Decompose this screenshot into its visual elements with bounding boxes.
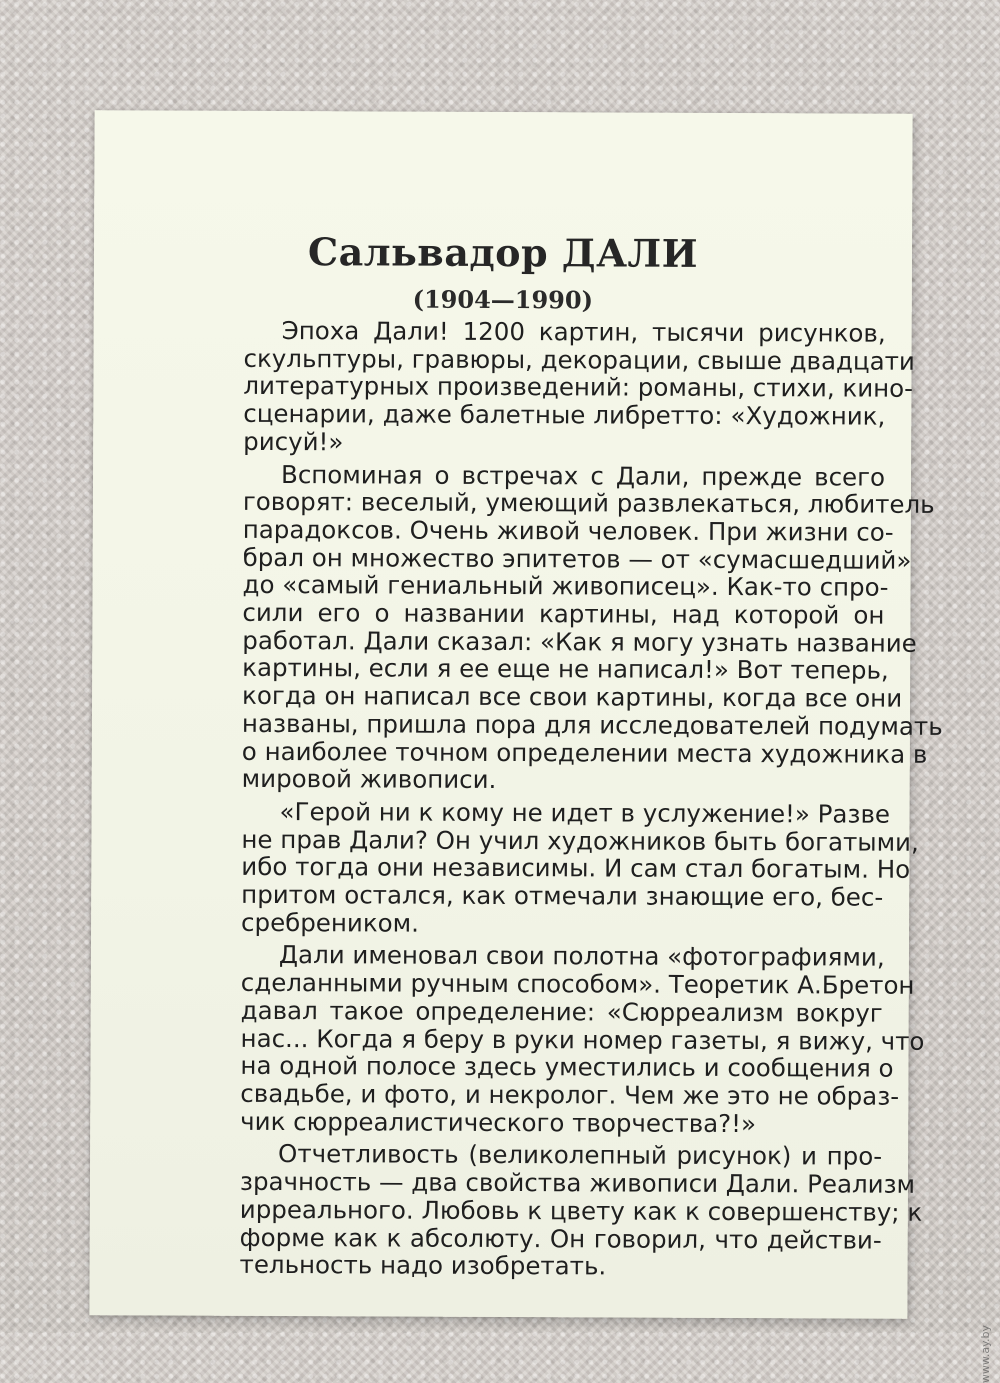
- paragraph: [240, 940, 925, 1138]
- text-line: Отчетливость (великолепный рисунок) и про-: [278, 1139, 883, 1172]
- text-line: названы, пришла пора для исследователей подумать: [241, 708, 943, 741]
- paragraph: [243, 316, 915, 458]
- text-line: давал такое определение: «Сюрреализм вокруг: [240, 995, 883, 1028]
- text-line: «Герой ни к кому не идет в услужение!» Разве: [279, 796, 891, 829]
- text-line: зрачность — два свойства живописи Дали. Реализм: [239, 1166, 916, 1199]
- paragraph: [241, 796, 919, 939]
- text-line: сделанными ручным способом». Теоретик А.Бретон: [240, 968, 915, 1000]
- text-line: до «самый гениальный живописец». Как-то спро-: [242, 570, 889, 603]
- text-line: чик сюрреалистического творчества?!»: [240, 1106, 757, 1138]
- text-line: притом остался, как отмечали знающие его, бес-: [241, 879, 884, 912]
- life-years: (1904—1990): [412, 284, 594, 315]
- text-line: сценарии, даже балетные либретто: «Художник,: [243, 398, 886, 431]
- text-line: на одной полосе здесь уместились и сообщения о: [240, 1051, 894, 1083]
- text-line: о наиболее точном определении места художника в: [241, 736, 928, 769]
- text-line: говорят: веселый, умеющий развлекаться, любитель: [242, 487, 935, 520]
- text-line: сили его о названии картины, над которой он: [242, 597, 885, 630]
- text-line: форме как к абсолюту. Он говорил, что действи-: [239, 1222, 882, 1255]
- text-line: Дали именовал свои полотна «фотографиями,: [278, 940, 885, 973]
- text-line: сребреником.: [241, 907, 419, 938]
- text-line: брал он множество эпитетов — от «сумасшедший»: [242, 542, 912, 575]
- text-line: ирреального. Любовь к цвету как к совершенству; к: [239, 1194, 923, 1227]
- booklet-page: [89, 110, 943, 1319]
- text-line: картины, если я ее еще не написал!» Вот теперь,: [242, 653, 889, 686]
- text-line: не прав Дали? Он учил художников быть богатыми,: [241, 824, 919, 857]
- biography-text: [239, 316, 943, 1287]
- text-line: литературных произведений: романы, стихи, кино-: [243, 371, 914, 404]
- text-line: Вспоминая о встречах с Дали, прежде всего: [280, 459, 886, 492]
- text-line: тельность надо изобретать.: [239, 1250, 607, 1281]
- paragraph: [241, 459, 943, 795]
- site-watermark: www.ay.by: [979, 1325, 992, 1383]
- paragraph: [239, 1139, 923, 1281]
- text-line: работал. Дали сказал: «Как я могу узнать название: [242, 625, 917, 658]
- text-line: скульптуры, гравюры, декорации, свыше двадцати: [243, 343, 915, 376]
- page-title: Сальвадор ДАЛИ: [307, 229, 699, 276]
- text-line: когда он написал все свои картины, когда все они: [242, 681, 903, 713]
- text-line: рисуй!»: [243, 426, 344, 457]
- text-line: Эпоха Дали! 1200 картин, тысячи рисунков,: [281, 316, 886, 348]
- text-line: парадоксов. Очень живой человек. При жизни со-: [242, 514, 894, 547]
- text-line: свадьбе, и фото, и некролог. Чем же это не образ-: [240, 1078, 900, 1111]
- text-line: нас... Когда я беру в руки номер газеты, я вижу, что: [240, 1023, 925, 1056]
- text-line: ибо тогда они независимы. И сам стал богатым. Но: [241, 852, 911, 885]
- text-line: мировой живописи.: [241, 764, 497, 795]
